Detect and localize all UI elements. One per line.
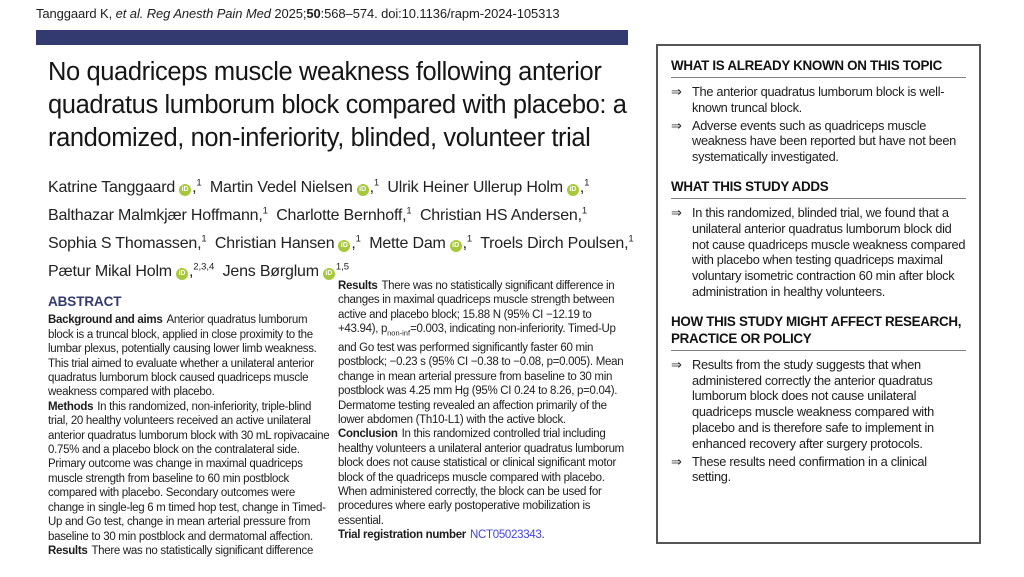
author-separator: ,	[258, 207, 263, 225]
key-messages-section-adds	[671, 178, 966, 300]
key-message-bullet	[671, 454, 966, 486]
author-line-1	[48, 172, 648, 200]
p-noninf-subscript: non-inf	[387, 328, 411, 338]
author-separator: ,	[624, 234, 629, 252]
author-separator: ,	[462, 234, 467, 252]
abstract-heading: ABSTRACT	[48, 294, 122, 309]
author	[420, 207, 587, 224]
key-messages-box	[656, 44, 981, 544]
author-line-2	[48, 200, 648, 228]
key-message-bullet	[671, 84, 966, 116]
orcid-icon[interactable]: iD	[338, 240, 350, 252]
trial-registration-link[interactable]: NCT05023343	[469, 529, 542, 542]
author	[48, 179, 202, 196]
author	[369, 235, 472, 252]
trial-registration-label: Trial registration number	[338, 529, 466, 542]
author-list	[48, 172, 648, 283]
author-name: Christian HS Andersen	[419, 207, 578, 225]
article-title: No quadriceps muscle weakness following anterior quadratus lumborum block compared with placebo: a randomized, non-inferiority, blinded, volunteer trial	[48, 58, 627, 152]
trial-registration-line	[338, 528, 629, 542]
author	[48, 235, 207, 252]
author-separator: ,	[188, 262, 194, 280]
key-message-bullet	[671, 205, 966, 300]
author-affiliation-sup: 1	[373, 178, 380, 189]
orcid-icon[interactable]: iD	[176, 268, 188, 280]
bullet-text: Results from the study suggests that when administered correctly the anterior quadratus lumborum block does not cause unilateral quadriceps muscle weakness compared with placebo and is therefore safe to implement in enhanced recovery after surgery protocols.	[692, 356, 934, 451]
citation-pages-doi: :568–574. doi:10.1136/rapm-2024-105313	[320, 6, 560, 21]
journal-color-bar	[36, 30, 628, 45]
author-name: Jens Børglum	[222, 262, 319, 280]
conclusion-text: In this randomized controlled trial including healthy volunteers a unilateral anterior quadratus lumborum block does not cause statistical or clinical significant motor block of the quadriceps muscle compared with placebo. When administered correctly, the block can be used for procedures where early postoperative mobilization is essential.	[338, 428, 624, 527]
author-affiliation-sup: 1	[262, 205, 268, 217]
author-name: Martin Vedel Nielsen	[209, 179, 353, 197]
author-affiliation-sup: 1	[201, 233, 207, 245]
author	[387, 179, 589, 196]
author-name: Balthazar Malmkjær Hoffmann	[48, 207, 259, 225]
key-messages-section-affect	[671, 313, 966, 485]
author-name: Katrine Tanggaard	[48, 179, 176, 197]
author-affiliation-sup: 1,5	[335, 261, 350, 273]
author-affiliation-sup: 1	[466, 233, 473, 245]
results-cut-text: There was no statistically significant difference	[91, 544, 314, 557]
citation-volume: 50	[306, 6, 321, 21]
background-label: Background and aims	[48, 314, 163, 327]
key-message-bullet	[671, 357, 966, 452]
author-name: Mette Dam	[369, 234, 446, 252]
orcid-icon[interactable]: iD	[450, 240, 462, 252]
abstract-results-cutoff-line	[48, 544, 333, 558]
author-affiliation-sup: 1	[196, 178, 202, 189]
author-line-3	[48, 228, 648, 256]
author-name: Troels Dirch Poulsen	[480, 234, 625, 252]
section-heading: HOW THIS STUDY MIGHT AFFECT RESEARCH, PRACTICE OR POLICY	[671, 313, 966, 351]
author-affiliation-sup: 1	[581, 205, 588, 217]
author	[223, 263, 350, 280]
bullet-text: Adverse events such as quadriceps muscle weakness have been reported but have not been systematically investigated.	[692, 117, 956, 165]
author-name: Christian Hansen	[214, 234, 335, 252]
trial-registration-period: .	[541, 529, 545, 542]
bullet-text: In this randomized, blinded trial, we found that a unilateral anterior quadratus lumborum block did not cause quadriceps muscle weakness compared with placebo when testing quadriceps maximal voluntary isometric contraction 60 min after block administration in healthy volunteers.	[692, 204, 966, 299]
section-heading: WHAT THIS STUDY ADDS	[671, 178, 966, 199]
orcid-icon[interactable]: iD	[567, 184, 579, 196]
author-name: Sophia S Thomassen	[48, 234, 198, 252]
double-arrow-icon: ⇒	[671, 356, 682, 372]
abstract-conclusion-paragraph	[338, 427, 629, 528]
abstract-results-paragraph	[338, 279, 629, 427]
author-separator: ,	[579, 179, 585, 197]
results-text-continued: =0.003, indicating non-inferiority. Timed-Up and Go test was performed significantly faster 60 min postblock; −0.23 s (95% CI −0.38 to −0.08, p=0.005). Mean change in mean arterial pressure from baseline to 30 min postblock was 4.25 mm Hg (95% CI 0.24 to 8.26, p=0.04). Dermatome testing revealed an affection primarily of the lower abdomen (Th10-L1) with the active block.	[338, 323, 624, 426]
abstract-methods-paragraph	[48, 400, 333, 544]
orcid-icon[interactable]: iD	[323, 268, 335, 280]
abstract-column-left	[48, 295, 333, 558]
bullet-text: These results need confirmation in a clinical setting.	[692, 453, 927, 485]
abstract-background-paragraph	[48, 313, 333, 399]
author	[276, 207, 412, 224]
double-arrow-icon: ⇒	[671, 453, 682, 469]
author-separator: ,	[351, 234, 356, 252]
author	[215, 235, 361, 252]
conclusion-label: Conclusion	[338, 428, 398, 441]
results-label: Results	[48, 544, 88, 557]
author-affiliation-sup: 1	[406, 205, 412, 217]
author-name: Pætur Mikal Holm	[48, 262, 172, 280]
methods-label: Methods	[48, 400, 94, 413]
author-separator: ,	[192, 179, 197, 197]
orcid-icon[interactable]: iD	[357, 184, 369, 196]
author	[48, 207, 268, 224]
section-heading: WHAT IS ALREADY KNOWN ON THIS TOPIC	[671, 57, 966, 78]
author	[48, 263, 214, 280]
abstract-column-middle	[338, 279, 629, 543]
citation-year: 2025;	[270, 6, 307, 21]
bullet-text: The anterior quadratus lumborum block is well-known truncal block.	[692, 84, 945, 115]
results-label: Results	[338, 280, 378, 292]
citation-journal: et al. Reg Anesth Pain Med	[115, 6, 271, 21]
key-messages-section-known	[671, 57, 966, 165]
author-affiliation-sup: 1	[628, 233, 634, 245]
author-affiliation-sup: 2,3,4	[193, 261, 215, 273]
running-head-citation	[36, 6, 559, 21]
author	[480, 235, 633, 252]
citation-authors: Tanggaard K,	[36, 6, 116, 21]
author-separator: ,	[577, 207, 582, 225]
methods-text: In this randomized, non-inferiority, triple-blind trial, 20 healthy volunteers received an active unilateral anterior quadratus lumborum block with 30 mL ropivacaine 0.75% and a placebo block on the contralateral side. Primary outcome was change in maximal quadriceps muscle strength from baseline to 60 min postblock compared with placebo. Secondary outcomes were change in single-leg 6 m timed hop test, change in Timed-Up and Go test, change in mean arterial pressure from baseline to 30 min postblock and dermatomal affection.	[48, 400, 330, 543]
background-text: Anterior quadratus lumborum block is a truncal block, applied in close proximity to the lumbar plexus, potentially causing lower limb weakness. This trial aimed to evaluate whether a unilateral anterior quadratus lumborum block caused quadriceps muscle weakness compared with placebo.	[48, 314, 317, 399]
orcid-icon[interactable]: iD	[179, 184, 191, 196]
author-separator: ,	[402, 207, 407, 225]
results-text: There was no statistically significant difference in changes in maximal quadriceps muscle strength between active and placebo block; 15.88 N (95% CI −12.19 to +43.94), p	[338, 280, 615, 336]
author	[210, 179, 379, 196]
author-separator: ,	[197, 234, 202, 252]
author-name: Ulrik Heiner Ullerup Holm	[387, 179, 563, 197]
author-affiliation-sup: 1	[355, 233, 361, 245]
key-message-bullet	[671, 118, 966, 165]
author-separator: ,	[369, 179, 374, 197]
author-name: Charlotte Bernhoff	[276, 207, 403, 225]
double-arrow-icon: ⇒	[671, 84, 682, 99]
author-affiliation-sup: 1	[584, 178, 590, 189]
double-arrow-icon: ⇒	[671, 117, 682, 133]
double-arrow-icon: ⇒	[671, 204, 682, 220]
